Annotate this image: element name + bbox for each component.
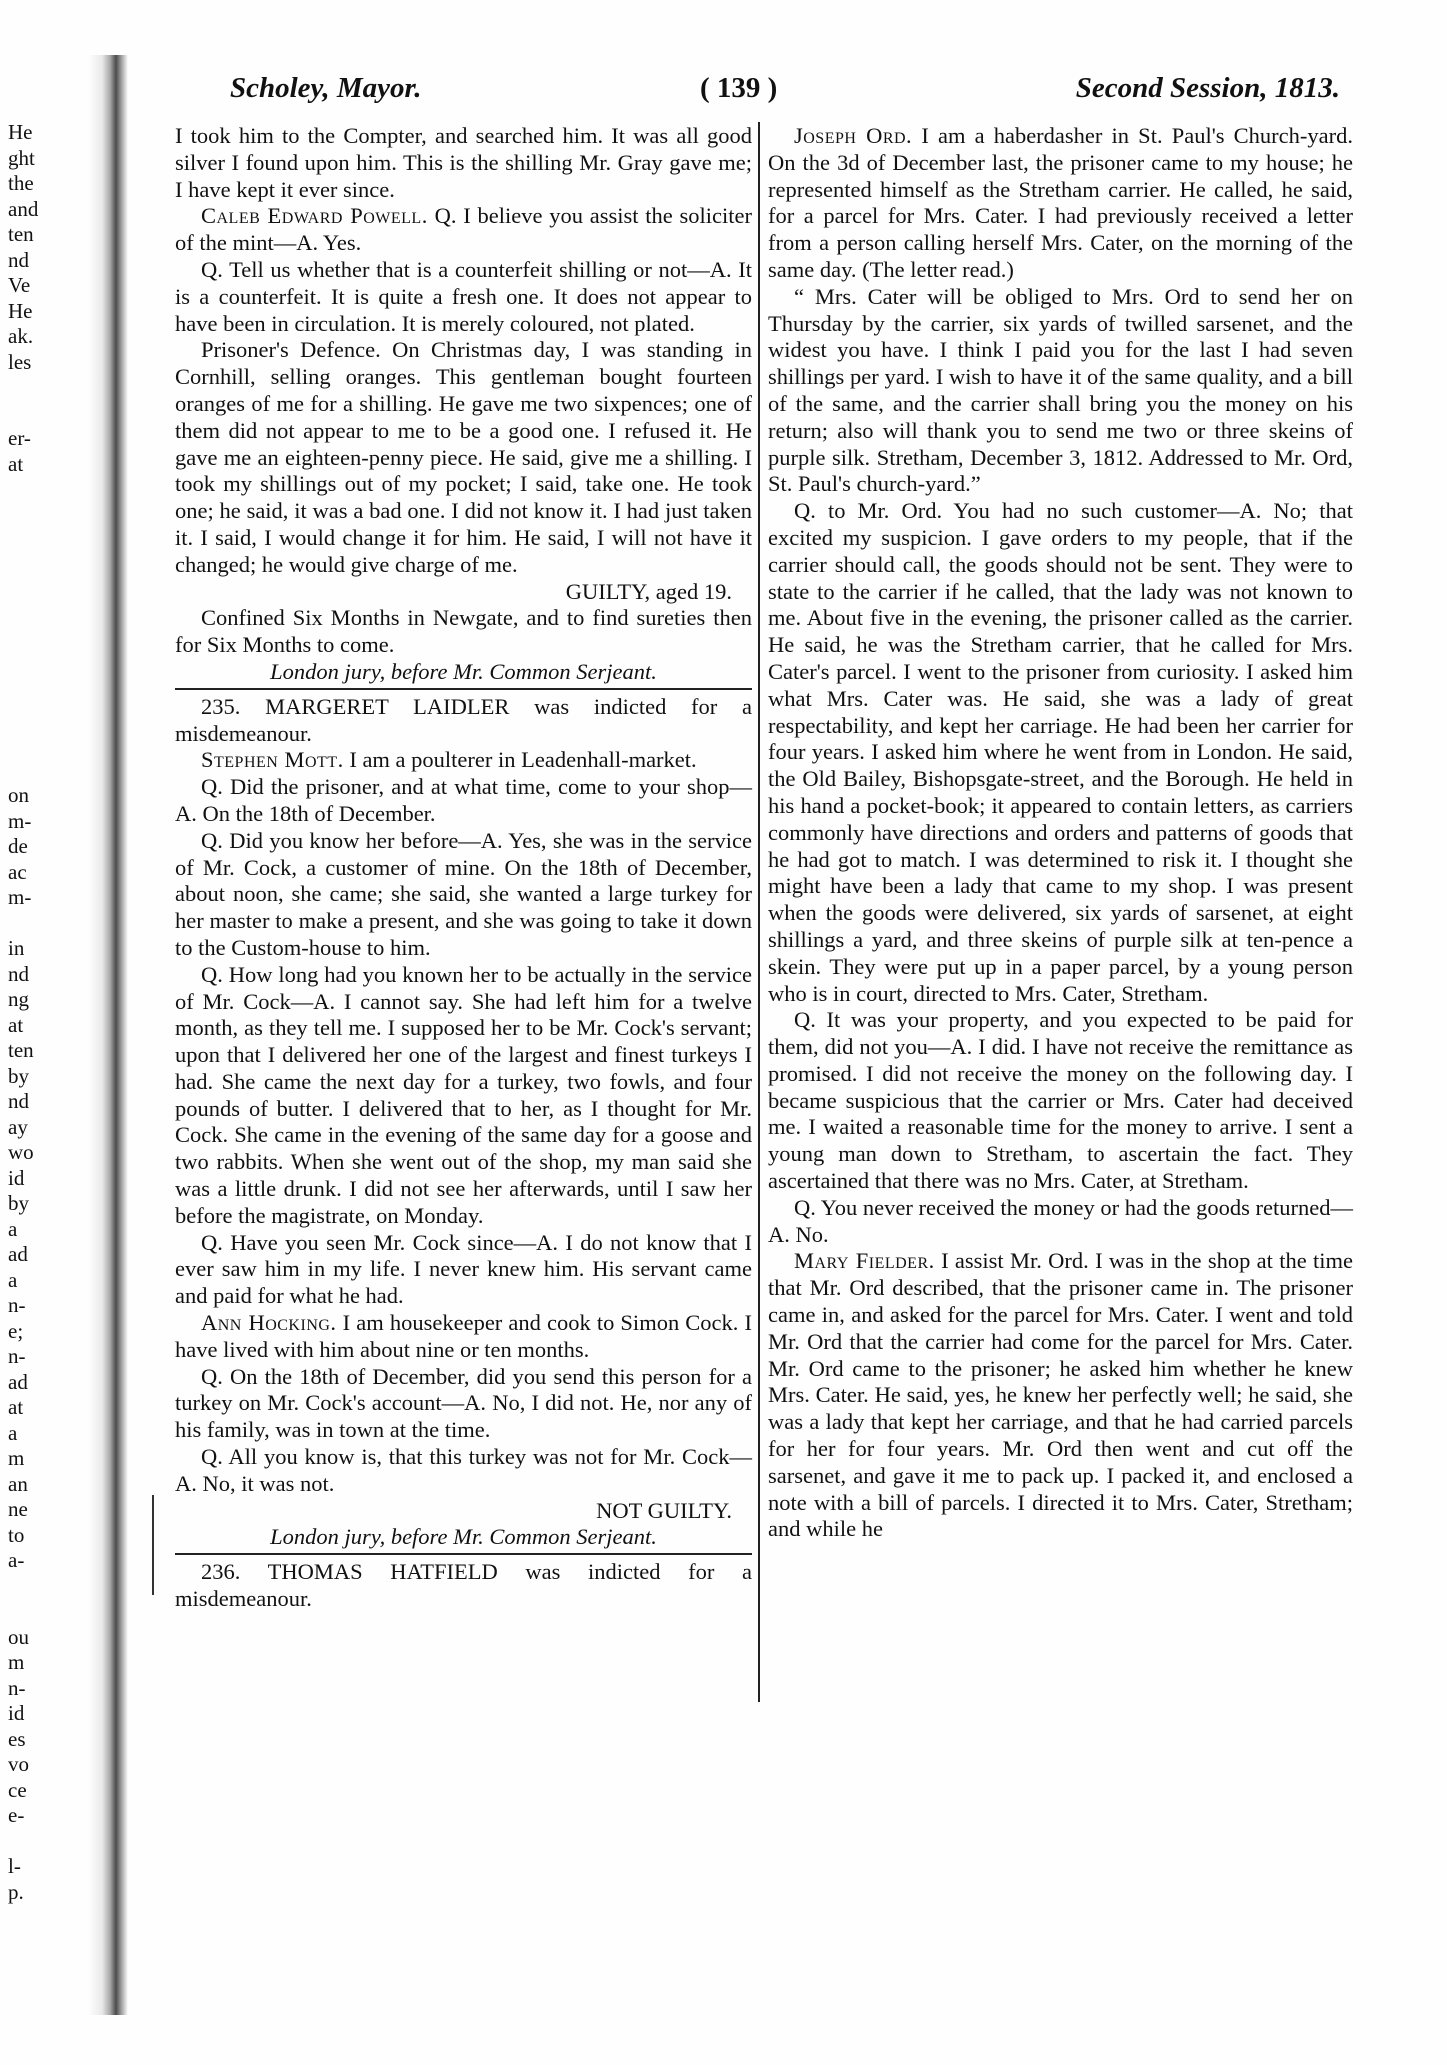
paragraph: Q. to Mr. Ord. You had no such customer—A. No; that excited my suspicion. I gave orders to my people, that if the carrier should call, the goods should not be sent. They were to state to the carrier if he called, that the lady was not known to me. About five in the evening, the prisoner called as the carrier. He said, he was the Stretham carrier, that he called for Mrs. Cater's parcel. I went to the prisoner from curiosity. I asked him what Mrs. Cater was. He said, she was a lady of great respectability, and kept her carriage. He had been her carrier for four years. I asked him where he went from in London. He said, the Old Bailey, Bishopsgate-street, and the Borough. He held in his hand a pocket-book; it appeared to contain letters, as carriers commonly have directions and orders and patterns of goods that he had got to match. I was determined to risk it. I thought she might have been a lady that came to my shop. I was present when the goods were delivered, six yards of sarsenet, at eight shillings a yard, and three skeins of purple silk at ten-pence a skein. They were put up in a paper parcel, by a young person who is in court, directed to Mrs. Cater, Stretham.: [768, 498, 1353, 1006]
right-column: [768, 123, 1353, 1543]
verdict: GUILTY, aged 19.: [565, 578, 732, 604]
column-divider: [758, 122, 760, 1702]
testimony-text: I am housekeeper and cook to Simon Cock. I have lived with him about nine or ten months.: [175, 1310, 753, 1362]
paragraph: I took him to the Compter, and searched him. It was all good silver I found upon him. This is the shilling Mr. Gray gave me; I have kept it ever since.: [175, 123, 752, 202]
paragraph: Q. On the 18th of December, did you send this person for a turkey on Mr. Cock's account—A. No, I did not. He, nor any of his family, was in town at the time.: [175, 1363, 752, 1443]
binding-shadow: [88, 55, 128, 2015]
verdict: NOT GUILTY.: [596, 1497, 732, 1523]
witness-name: Stephen Mott.: [201, 747, 344, 773]
witness-name: Joseph Ord.: [794, 123, 913, 148]
witness-testimony: [175, 1310, 752, 1364]
section-rule: [175, 1553, 752, 1555]
testimony-text: I am a poulterer in Leadenhall-market.: [343, 747, 697, 773]
page-number: ( 139 ): [700, 72, 778, 104]
margin-fragments: He ght the and ten nd Ve He ak. les er- at on m- de ac m- in nd ng at ten by nd ay wo id by a ad a n- e; n- ad at a m an ne to a- ou m n- id es vo ce e- l- p.: [8, 120, 39, 1904]
paragraph: Q. Did the prisoner, and at what time, come to your shop—A. On the 18th of December.: [175, 774, 752, 826]
witness-testimony: [768, 1248, 1353, 1543]
paragraph: Q. Did you know her before—A. Yes, she was in the service of Mr. Cock, a customer of mine. On the 18th of December, about noon, she came; she said, she wanted a large turkey for her master to make a present, and she was going to take it down to the Custom-house to him.: [175, 827, 752, 960]
paragraph: Q. You never received the money or had the goods returned—A. No.: [768, 1194, 1353, 1247]
paragraph: Confined Six Months in Newgate, and to find sureties then for Six Months to come.: [175, 605, 752, 658]
witness-name: Caleb Edward Powell.: [201, 203, 428, 229]
header-right: Second Session, 1813.: [1075, 72, 1340, 104]
page-header: [220, 72, 1340, 112]
paragraph: Q. All you know is, that this turkey was not for Mr. Cock—A. No, it was not.: [175, 1444, 752, 1496]
testimony-text: I assist Mr. Ord. I was in the shop at the time that Mr. Ord described, that the prisoner came in. The prisoner came in, and asked for the parcel for Mrs. Cater. I went and told Mr. Ord that the carrier had come for the parcel for Mrs. Cater. Mr. Ord came to the prisoner; he asked him whether he knew Mrs. Cater. He said, yes, he knew her perfectly well; he said, she was a lady that kept her carriage, and that he had carried parcels for her for four years. Mr. Ord then went and cut off the sarsenet, and gave it me to pack up. I packed it, and enclosed a note with a bill of parcels. I directed it to Mrs. Cater, Stretham; and while he: [768, 1248, 1354, 1542]
witness-name: Ann Hocking.: [201, 1310, 337, 1336]
section-rule: [175, 688, 752, 690]
paragraph: Prisoner's Defence. On Christmas day, I was standing in Cornhill, selling oranges. This gentleman bought fourteen oranges of me for a shilling. He gave me two sixpences; one of them did not appear to me to be a good one. I refused it. He gave me an eighteen-penny piece. He said, give me a shilling. I took my shillings out of my pocket; I said, take one. He took one; he said, it was a bad one. I did not know it. I had just taken it. I said, I would change it for him. He said, I will not have it changed; he would give charge of me.: [175, 337, 752, 577]
paragraph: Q. How long had you known her to be actually in the service of Mr. Cock—A. I cannot say. She had left him for a twelve month, as they tell me. I supposed her to be Mr. Cock's servant; upon that I delivered her one of the largest and finest turkeys I had. She came the next day for a turkey, two fowls, and four pounds of butter. I delivered that to her, as I thought for Mr. Cock. She came in the evening of the same day for a goose and two rabbits. When she went out of the shop, my man said she was a little drunk. I did not see her afterwards, until I saw her before the magistrate, on Monday.: [175, 961, 752, 1228]
paragraph: Q. Tell us whether that is a counterfeit shilling or not—A. It is a counterfeit. It is quite a fresh one. It does not appear to have been in circulation. It is merely coloured, not plated.: [175, 256, 752, 336]
left-column: [175, 123, 752, 1613]
paragraph: 236. THOMAS HATFIELD was indicted for a misdemeanour.: [175, 1559, 752, 1612]
court-note: London jury, before Mr. Common Serjeant.: [270, 1524, 657, 1550]
witness-testimony: [768, 123, 1353, 284]
header-left: Scholey, Mayor.: [230, 72, 422, 104]
witness-name: Mary Fielder.: [794, 1248, 935, 1274]
witness-testimony: [175, 203, 752, 257]
testimony-text: Q. I believe you assist the soliciter of the mint—A. Yes.: [175, 203, 752, 256]
court-note: London jury, before Mr. Common Serjeant.: [270, 658, 657, 684]
margin-rule: [152, 1495, 154, 1595]
paragraph: Q. It was your property, and you expected to be paid for them, did not you—A. I did. I have not receive the remittance as promised. I did not receive the money on the following day. I became suspicious that the carrier or Mrs. Cater had deceived me. I waited a reasonable time for the money to arrive. I sent a young man down to Stretham, to ascertain the fact. They ascertained that there was no Mrs. Cater, at Stretham.: [768, 1007, 1353, 1194]
paragraph: Q. Have you seen Mr. Cock since—A. I do not know that I ever saw him in my life. I never knew him. His servant came and paid for what he had.: [175, 1229, 752, 1309]
witness-testimony: [175, 747, 752, 774]
testimony-text: I am a haberdasher in St. Paul's Church-yard. On the 3d of December last, the prisoner came to my house; he represented himself as the Stretham carrier. He called, he said, for a parcel for Mrs. Cater. I had previously received a letter from a person calling herself Mrs. Cater, on the morning of the same day. (The letter read.): [768, 123, 1353, 282]
paragraph: “ Mrs. Cater will be obliged to Mrs. Ord to send her on Thursday by the carrier, six yards of twilled sarsenet, and the widest you have. I think I paid you for the last I had seven shillings per yard. I wish to have it of the same quality, and a bill of the same, and the carrier shall bring you the money on his return; also will thank you to send me two or three skeins of purple silk. Stretham, December 3, 1812. Addressed to Mr. Ord, St. Paul's church-yard.”: [768, 283, 1353, 497]
paragraph: 235. MARGERET LAIDLER was indicted for a misdemeanour.: [175, 693, 752, 746]
